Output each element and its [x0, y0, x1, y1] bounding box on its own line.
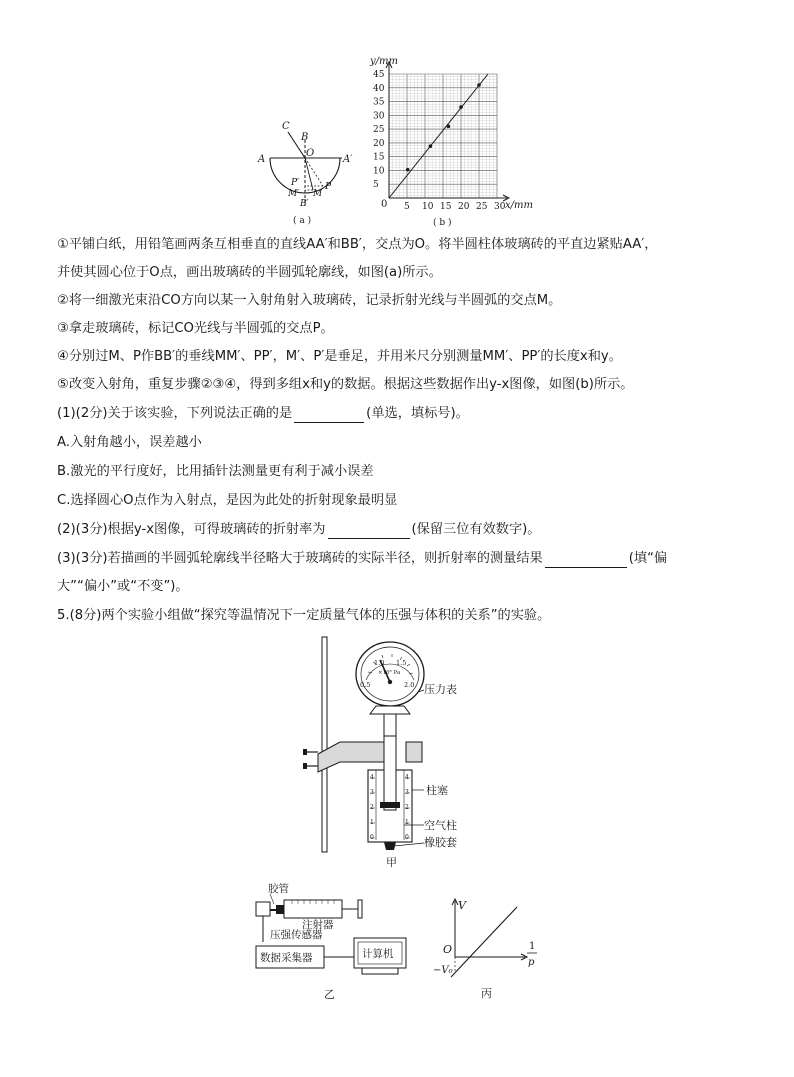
sensor-box — [256, 902, 270, 916]
plunger — [380, 802, 400, 808]
question-1-tail: (单选，填标号)。 — [366, 406, 469, 421]
label-b: B — [301, 132, 309, 143]
chart-y-tick-label: 30 — [373, 111, 385, 122]
gauge-tick-1-0: 1.0 — [374, 659, 385, 667]
chart-ylabel: y/mm — [370, 56, 398, 67]
figure-a — [250, 110, 360, 228]
question-2 — [57, 521, 540, 539]
svg-text:0: 0 — [405, 834, 409, 841]
label-tube: 胶管 — [268, 883, 289, 895]
label-m: M — [313, 189, 323, 199]
chart-x-tick-label: 25 — [476, 202, 488, 212]
label-sensor: 压强传感器 — [270, 929, 323, 941]
svg-text:1: 1 — [370, 819, 374, 826]
plunger-rod — [384, 736, 396, 810]
svg-text:1: 1 — [405, 819, 409, 826]
gauge-tick-2-0: 2.0 — [404, 681, 415, 689]
figure-jia-caption: 甲 — [386, 856, 397, 869]
answer-blank-1[interactable] — [294, 408, 364, 423]
label-c: C — [282, 121, 290, 132]
label-aprime: A′ — [343, 154, 353, 165]
label-p: P — [325, 182, 332, 192]
gauge-tick-0-5: 0.5 — [360, 681, 371, 689]
line-v-vs-inv-p — [451, 907, 517, 977]
gauge-unit: ×10⁵ Pa — [378, 670, 401, 676]
svg-text:3: 3 — [370, 789, 374, 796]
chart-x-tick-label: 15 — [440, 202, 452, 212]
label-gauge: 压力表 — [424, 683, 457, 696]
label-syringe: 注射器 — [302, 919, 334, 931]
clamp — [318, 742, 384, 772]
step-2: ②将一细激光束沿CO方向以某一入射角射入玻璃砖，记录折射光线与半圆弧的交点M。 — [57, 293, 562, 308]
chart-y-tick-label: 25 — [373, 125, 385, 136]
ray-om — [305, 158, 313, 190]
figure-yi-caption: 乙 — [324, 988, 335, 1001]
chart-origin-label: 0 — [381, 199, 388, 210]
question-1 — [57, 405, 469, 423]
figure-yi — [250, 880, 420, 1002]
option-a: A.入射角越小，误差越小 — [57, 435, 202, 450]
step-1-cont: 并使其圆心位于O点，画出玻璃砖的半圆弧轮廓线，如图(a)所示。 — [57, 265, 442, 280]
figure-b-caption: ( b ) — [433, 218, 452, 228]
step-4: ④分别过M、P作BB′的垂线MM′、PP′，M′、P′是垂足，并用米尺分别测量MM′、PP′的长度x和y。 — [57, 349, 622, 364]
answer-blank-2[interactable] — [328, 524, 410, 539]
step-5: ⑤改变入射角，重复步骤②③④，得到多组x和y的数据。根据这些数据作出y-x图像，如图(b)所示。 — [57, 377, 634, 392]
question-3 — [57, 550, 667, 568]
stand-rod — [322, 637, 327, 852]
step-1: ①平铺白纸，用铅笔画两条互相垂直的直线AA′和BB′，交点为O。将半圆柱体玻璃砖的平直边紧贴AA′， — [57, 237, 658, 252]
chart-x-tick-label: 20 — [458, 202, 470, 212]
label-plunger: 柱塞 — [426, 784, 448, 797]
question-3-stem: (3)(3分)若描画的半圆弧轮廓线半径略大于玻璃砖的实际半径，则折射率的测量结果 — [57, 551, 543, 566]
chart-xlabel: x/mm — [505, 200, 533, 211]
chart-data-point — [447, 125, 451, 129]
chart-data-point — [429, 144, 433, 148]
label-o-origin: O — [443, 943, 453, 956]
question-2-stem: (2)(3分)根据y-x图像，可得玻璃砖的折射率为 — [57, 522, 326, 537]
figure-bing-caption: 丙 — [481, 987, 492, 1000]
chart-fit-line — [389, 74, 488, 198]
svg-text:0: 0 — [370, 834, 374, 841]
label-a: A — [258, 154, 266, 165]
figure-jia — [300, 632, 500, 872]
svg-text:2: 2 — [370, 804, 374, 811]
step-3: ③拿走玻璃砖，标记CO光线与半圆弧的交点P。 — [57, 321, 334, 336]
ray-op — [305, 158, 323, 186]
chart-y-tick-label: 5 — [373, 180, 379, 191]
svg-text:4: 4 — [405, 774, 409, 781]
label-v0: −V₀ — [433, 965, 453, 976]
label-pprime: P′ — [291, 178, 300, 188]
chart-y-tick-label: 35 — [373, 97, 385, 108]
label-inv-p-num: 1 — [529, 941, 536, 952]
syringe — [284, 900, 342, 918]
chart-data-point — [459, 105, 463, 109]
label-bprime: B′ — [300, 199, 309, 209]
label-aircol: 空气柱 — [424, 819, 457, 832]
chart-y-tick-label: 20 — [373, 138, 385, 149]
gauge-tick-1-5: 1.5 — [396, 659, 407, 667]
question-1-stem: (1)(2分)关于该实验，下列说法正确的是 — [57, 406, 293, 421]
tube — [276, 905, 284, 914]
chart-data-point — [477, 83, 481, 87]
figure-a-caption: ( a ) — [293, 216, 312, 226]
label-o: O — [306, 148, 315, 159]
figure-bing — [425, 895, 550, 1003]
option-c: C.选择圆心O点作为入射点，是因为此处的折射现象最明显 — [57, 493, 398, 508]
chart-data-point — [406, 168, 410, 172]
answer-blank-3[interactable] — [545, 553, 627, 568]
question-3-tail: (填“偏 — [628, 551, 668, 566]
figure-b-chart — [355, 52, 545, 230]
option-b: B.激光的平行度好，比用插针法测量更有利于减小误差 — [57, 464, 374, 479]
label-inv-p-den: p — [528, 957, 535, 968]
label-mprime: M′ — [288, 189, 300, 199]
chart-y-tick-label: 45 — [373, 70, 385, 80]
question-2-tail: (保留三位有效数字)。 — [411, 522, 541, 537]
chart-x-tick-label: 5 — [404, 202, 410, 212]
label-rubber: 橡胶套 — [424, 836, 457, 849]
svg-text:4: 4 — [370, 774, 374, 781]
chart-y-tick-label: 15 — [373, 152, 385, 163]
chart-x-tick-label: 30 — [494, 202, 506, 212]
chart-y-tick-label: 40 — [373, 83, 385, 94]
chart-x-tick-label: 10 — [422, 202, 434, 212]
label-collector: 数据采集器 — [260, 952, 313, 964]
svg-text:2: 2 — [405, 804, 409, 811]
svg-text:3: 3 — [405, 789, 409, 796]
chart-y-tick-label: 10 — [373, 166, 385, 177]
label-v: V — [458, 899, 466, 912]
question-3-cont: 大”“偏小”或“不变”)。 — [57, 579, 189, 594]
label-computer: 计算机 — [362, 948, 394, 960]
question-5: 5.(8分)两个实验小组做“探究等温情况下一定质量气体的压强与体积的关系”的实验。 — [57, 608, 551, 623]
